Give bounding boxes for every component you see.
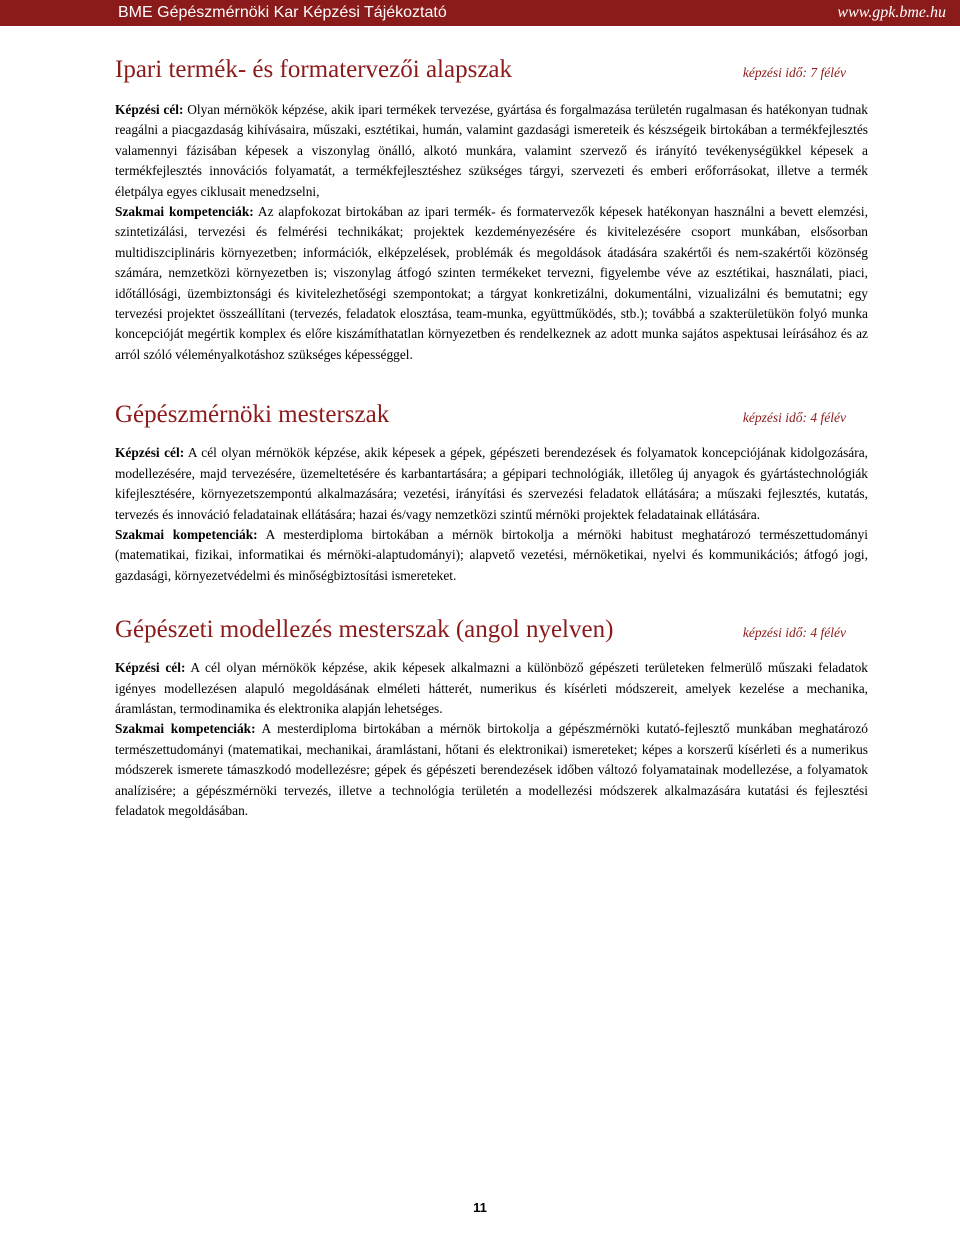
section-heading [115, 401, 868, 429]
page-content [115, 56, 868, 851]
competencies-text: A mesterdiploma birtokában a mérnök birtokolja a mérnöki habitust meghatározó természettudományi (matematikai, fizikai, informatikai és mérnöki-alaptudományi); alapvető vezetési, mérnöketikai, nyelvi és kommunikációs; átfogó jogi, gazdasági, környezetvédelmi és minőségbiztosítási ismereteket. [115, 526, 869, 583]
section-heading [115, 616, 868, 644]
section-title: Gépészeti modellezés mesterszak (angol nyelven) [115, 616, 614, 644]
training-goal-text: A cél olyan mérnökök képzése, akik képesek a gépek, gépészeti berendezések és folyamatok koncepciójának kidolgozására, modellezésére, majd tervezésére, üzemeltetésére és karbantartására; a gépipari technológiák, illetőleg új anyagok és gyártástechnológiák kifejlesztésére, környezetszempontú alkalmazására; vezetési, irányítási és szervezési feladatok ellátására; a műszaki fejlesztés, kutatás, tervezés és innováció feladatainak ellátására; hazai és/vagy nemzetközi szintű mérnöki projektek feladatainak ellátására. [115, 445, 869, 522]
section-heading [115, 56, 868, 84]
section-gepeszeti-modellezes [115, 616, 868, 821]
header-url[interactable]: www.gpk.bme.hu [837, 4, 946, 21]
section-duration: képzési idő: 4 félév [742, 410, 846, 426]
competencies-paragraph [115, 202, 868, 365]
training-goal-text: Olyan mérnökök képzése, akik ipari termékek tervezése, gyártása és forgalmazása területén rugalmasan és hatékonyan tudnak reagálni a piacgazdaság kihívásaira, műszaki, esztétikai, humán, valamint gazdasági ismereteik és készségeik birtokában a termékfejlesztés valamennyi fázisában képesek a viszonylag önálló, alkotó munkára, valamint szervező és irányító tevékenységükkel képesek a termékfejlesztés innovációs folyamatát, a termékfejlesztéshez szükséges tárgyi, szervezeti és emberi erőforrásokat, illetve a termék életpálya egyes ciklusait menedzselni, [115, 102, 868, 199]
training-goal-paragraph [115, 443, 868, 525]
section-ipari-termek [115, 56, 868, 365]
competencies-text: A mesterdiploma birtokában a mérnök birtokolja a gépészmérnöki kutató-fejlesztő munkában meghatározó természettudományi (matematikai, mechanikai, áramlástani, hőtani és elektronikai) ismereteket; képes a korszerű kísérleti és a numerikus módszerek ismerete támaszkodó modellezésre; gépek és gépészeti berendezések időben változó folyamatainak modellezése, a folyamatok analízisére; a gépészmérnöki tervezés, illetve a technológia területén a modellezési módszerek alkalmazására kutatási és fejlesztési feladatok megoldásában. [115, 721, 868, 818]
training-goal-paragraph [115, 100, 868, 202]
training-goal-label: Képzési cél: [115, 102, 184, 117]
competencies-paragraph [115, 719, 868, 821]
competencies-label: Szakmai kompetenciák: [115, 526, 258, 542]
competencies-paragraph [115, 525, 868, 586]
section-title: Gépészmérnöki mesterszak [115, 401, 390, 429]
section-gepeszmernoki-mesterszak [115, 401, 868, 586]
page-number: 11 [473, 1200, 487, 1215]
competencies-label: Szakmai kompetenciák: [115, 721, 256, 737]
section-duration: képzési idő: 7 félév [742, 65, 846, 80]
header-title: BME Gépészmérnöki Kar Képzési Tájékoztató [118, 4, 447, 21]
section-title: Ipari termék- és formatervezői alapszak [115, 56, 513, 83]
competencies-text: Az alapfokozat birtokában az ipari termék- és formatervezők képesek hatékonyan használni a bevett elemzési, szintetizálási, tervezési és felmérési technikákat; projektek kezdeményezésére és kivitelezésére csoport munkában, elsősorban multidiszciplináris környezetben; információk, elképzelések, problémák és megoldások átadására szakértői és nem-szakértői közönség számára, nemzetközi környezetben is; viszonylag átfogó szinten termékeket tervezni, figyelembe véve az esztétikai, használati, piaci, időtállósági, üzembiztonsági és kivitelezhetőségi szempontokat; a tárgyat konkretizálni, dokumentálni, vizualizálni és bemutatni; egy tervezési projektet összeállítani (tervezés, feladatok elosztása, team-munka, együttműködés, stb.); továbbá a szakterületükön folyó munka koncepcióját megértik komplex és előre kiszámíthatatlan környezetben és rendelkeznek az adott munka sajátos aspektusai leírásához és az arról szóló véleményalkotáshoz szükséges képességgel. [115, 204, 868, 362]
competencies-label: Szakmai kompetenciák: [115, 204, 254, 220]
training-goal-paragraph [115, 658, 868, 719]
training-goal-text: A cél olyan mérnökök képzése, akik képesek alkalmazni a különböző gépészeti területeken felmerülő műszaki feladatok igényes modellezésen alapuló megoldásának elméleti hátterét, numerikus és kísérleti módszereit, amelyek kezelése a mechanika, áramlástan, termodinamika és elektronika alapján lehetséges. [115, 660, 868, 716]
page-header [0, 0, 960, 26]
section-duration: képzési idő: 4 félév [742, 625, 846, 641]
training-goal-label: Képzési cél: [115, 445, 185, 461]
training-goal-label: Képzési cél: [115, 660, 186, 676]
